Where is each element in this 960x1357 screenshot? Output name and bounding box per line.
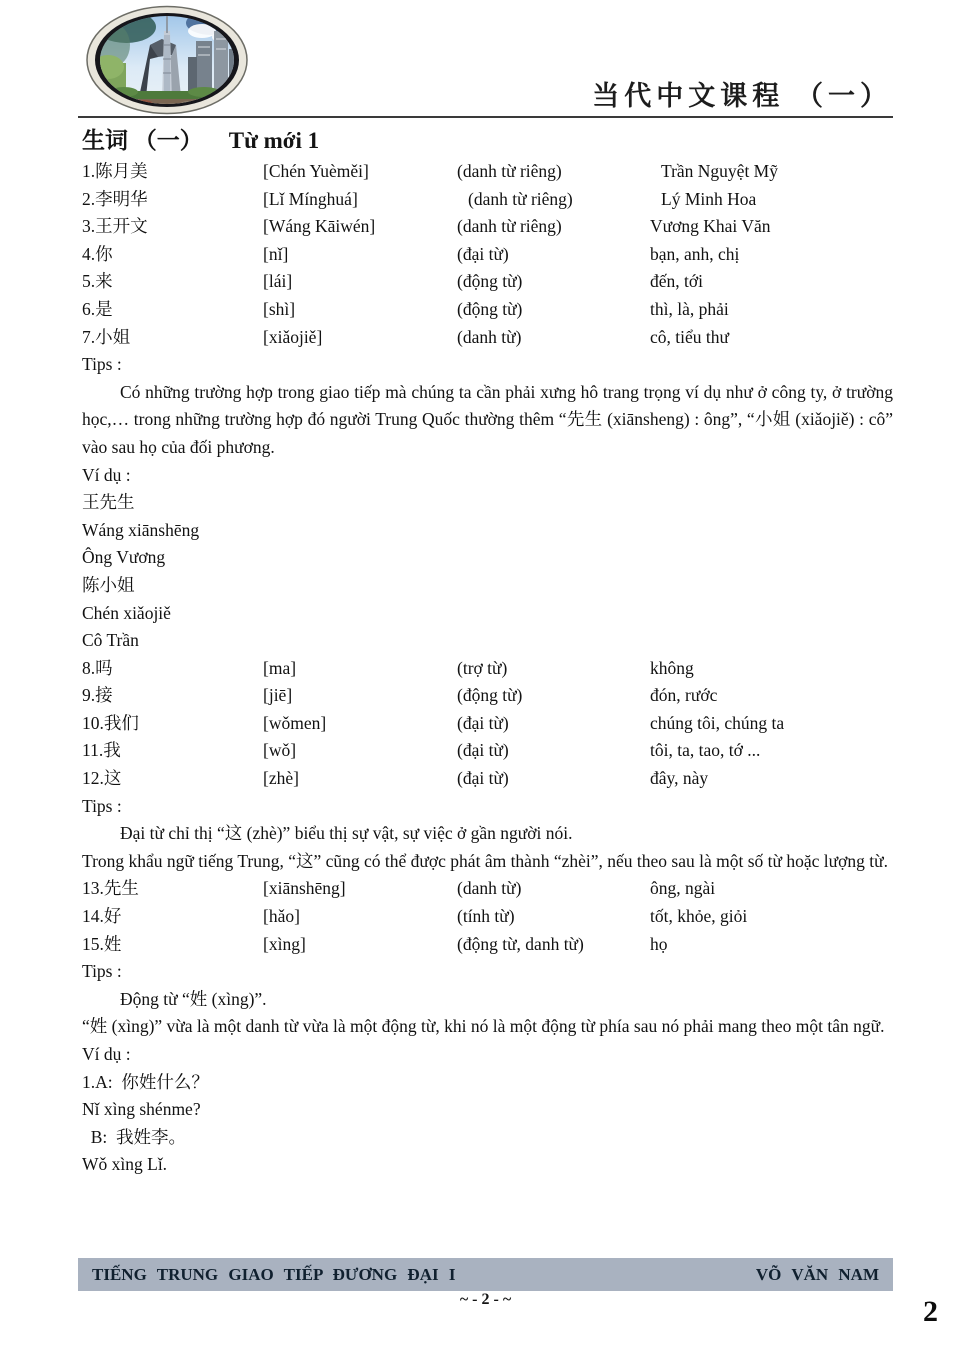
vocab-row bbox=[82, 765, 893, 793]
vocab-word: 5.来 bbox=[82, 271, 113, 292]
lesson-content bbox=[82, 158, 893, 1179]
vocab-meaning: họ bbox=[650, 933, 668, 954]
tips-paragraph: Trong khẩu ngữ tiếng Trung, “这” cũng có thể được phát âm thành “zhèi”, nếu theo sau là một số từ hoặc lượng từ. bbox=[82, 850, 888, 871]
vocab-row bbox=[82, 296, 893, 324]
vocab-pinyin: [wǒ] bbox=[263, 740, 297, 761]
vocab-pinyin: [shì] bbox=[263, 298, 296, 319]
vocab-row bbox=[82, 324, 893, 352]
tips-paragraph: Đại từ chỉ thị “这 (zhè)” biểu thị sự vật, sự việc ở gần người nói. bbox=[120, 823, 573, 844]
vocab-meaning: đến, tới bbox=[650, 271, 703, 292]
tips-paragraph: Có những trường hợp trong giao tiếp mà chúng ta cần phải xưng hô trang trọng ví dụ như ở công ty, ở trường học,… trong những trường hợp đó người Trung Quốc thường thêm “先生 (xiānsheng) : ông”, “小姐 (xiǎojiě) : cô” vào sau họ của đối phương. bbox=[82, 381, 893, 457]
vocab-pos: (danh từ riêng) bbox=[457, 161, 562, 181]
vocab-meaning: bạn, anh, chị bbox=[650, 243, 740, 264]
page-title-vietnamese: Từ mới 1 bbox=[228, 128, 320, 153]
example-line: Ông Vương bbox=[82, 547, 166, 568]
example-line: Cô Trần bbox=[82, 630, 139, 651]
vocab-row bbox=[82, 241, 893, 269]
vocab-row bbox=[82, 903, 893, 931]
vocab-pos: (danh từ riêng) bbox=[468, 188, 573, 209]
dialogue-line: Nǐ xìng shénme? bbox=[82, 1099, 201, 1120]
vocab-row bbox=[82, 655, 893, 683]
vocab-word: 10.我们 bbox=[82, 712, 139, 733]
vocab-word: 4.你 bbox=[82, 243, 113, 264]
example-label: Ví dụ : bbox=[82, 1044, 131, 1064]
vocab-meaning: tốt, khỏe, giỏi bbox=[650, 906, 748, 927]
page-title-chinese: 生词 （一） bbox=[82, 128, 203, 153]
vocab-pos: (đại từ) bbox=[457, 243, 509, 264]
example-line: Wáng xiānshēng bbox=[82, 519, 200, 540]
tips-paragraph: Động từ “姓 (xìng)”. bbox=[120, 988, 267, 1009]
vocab-pos: (danh từ riêng) bbox=[457, 216, 562, 237]
corner-page-number: 2 bbox=[923, 1295, 938, 1328]
page-number-marker: ~ - 2 - ~ bbox=[459, 1291, 512, 1308]
footer-author: VÕ VĂN NAM bbox=[755, 1264, 879, 1284]
vocab-word: 14.好 bbox=[82, 906, 122, 927]
vocab-pinyin: [nǐ] bbox=[263, 243, 289, 264]
vocab-pinyin: [ma] bbox=[263, 657, 297, 678]
footer-book-title: TIẾNG TRUNG GIAO TIẾP ĐƯƠNG ĐẠI I bbox=[92, 1264, 456, 1284]
vocab-pos: (đại từ) bbox=[457, 740, 509, 761]
vocab-meaning: Vương Khai Văn bbox=[650, 216, 771, 237]
tips-label: Tips : bbox=[82, 961, 122, 982]
header-divider bbox=[78, 116, 893, 118]
vocab-pinyin: [xìng] bbox=[263, 933, 306, 954]
vocab-meaning: Trần Nguyệt Mỹ bbox=[661, 161, 778, 181]
vocab-pinyin: [zhè] bbox=[263, 768, 299, 789]
tips-label: Tips : bbox=[82, 354, 122, 375]
page-title bbox=[82, 122, 319, 155]
vocab-word: 6.是 bbox=[82, 298, 113, 319]
tips-paragraph: “姓 (xìng)” vừa là một danh từ vừa là một động từ, khi nó là một động từ phía sau nó phải mang theo một tân ngữ. bbox=[82, 1016, 885, 1037]
vocab-word: 9.接 bbox=[82, 685, 113, 706]
vocab-meaning: đây, này bbox=[650, 768, 709, 789]
vocab-word: 2.李明华 bbox=[82, 188, 148, 209]
vocab-word: 7.小姐 bbox=[82, 326, 131, 347]
vocab-pinyin: [wǒmen] bbox=[263, 712, 327, 733]
vocab-pinyin: [Chén Yuèměi] bbox=[263, 161, 369, 181]
tips-label: Tips : bbox=[82, 795, 122, 816]
example-line: 王先生 bbox=[82, 492, 135, 513]
vocab-meaning: Lý Minh Hoa bbox=[661, 188, 757, 209]
vocab-pos: (động từ) bbox=[457, 271, 523, 292]
vocab-pinyin: [hǎo] bbox=[263, 906, 300, 927]
dialogue-line: Wǒ xìng Lǐ. bbox=[82, 1154, 168, 1175]
vocab-word: 1.陈月美 bbox=[82, 161, 148, 181]
example-label: Ví dụ : bbox=[82, 464, 131, 485]
vocab-pos: (danh từ) bbox=[457, 878, 522, 899]
header-calligraphy-title: 当代中文课程 （一） bbox=[592, 81, 892, 111]
vocab-word: 8.吗 bbox=[82, 657, 113, 678]
vocab-pinyin: [Wáng Kāiwén] bbox=[263, 216, 376, 237]
vocab-word: 13.先生 bbox=[82, 878, 139, 899]
city-skyline-logo bbox=[84, 5, 250, 116]
vocab-word: 3.王开文 bbox=[82, 216, 148, 237]
vocab-word: 12.这 bbox=[82, 768, 122, 789]
vocab-pinyin: [jiē] bbox=[263, 685, 293, 706]
vocab-meaning: cô, tiểu thư bbox=[650, 326, 729, 347]
example-line: 陈小姐 bbox=[82, 574, 135, 595]
vocab-pinyin: [xiānshēng] bbox=[263, 878, 346, 899]
footer-bar bbox=[78, 1258, 893, 1291]
vocab-pos: (tính từ) bbox=[457, 906, 515, 927]
vocab-meaning: đón, rước bbox=[650, 685, 718, 706]
vocab-pos: (động từ) bbox=[457, 298, 523, 319]
vocab-meaning: thì, là, phải bbox=[650, 298, 729, 319]
vocab-pos: (đại từ) bbox=[457, 712, 509, 733]
vocab-pos: (trợ từ) bbox=[457, 657, 508, 678]
example-line: Chén xiǎojiě bbox=[82, 602, 171, 623]
vocab-row bbox=[82, 268, 893, 296]
vocab-row bbox=[82, 186, 893, 214]
vocab-row bbox=[82, 213, 893, 241]
vocab-row bbox=[82, 931, 893, 959]
vocab-pos: (động từ, danh từ) bbox=[457, 933, 584, 954]
dialogue-line: 1.A: 你姓什么？ bbox=[82, 1071, 209, 1092]
vocab-pinyin: [Lǐ Mínghuá] bbox=[263, 188, 358, 209]
dialogue-line: B: 我姓李。 bbox=[82, 1126, 187, 1147]
vocab-meaning: ông, ngài bbox=[650, 878, 716, 899]
vocab-row bbox=[82, 737, 893, 765]
vocab-row bbox=[82, 158, 893, 186]
vocab-pos: (động từ) bbox=[457, 685, 523, 706]
vocab-pinyin: [xiǎojiě] bbox=[263, 326, 323, 347]
vocab-meaning: tôi, ta, tao, tớ ... bbox=[650, 740, 761, 761]
vocab-word: 15.姓 bbox=[82, 933, 122, 954]
vocab-row bbox=[82, 682, 893, 710]
vocab-pinyin: [lái] bbox=[263, 271, 293, 292]
vocab-meaning: chúng tôi, chúng ta bbox=[650, 712, 785, 733]
vocab-row bbox=[82, 875, 893, 903]
vocab-row bbox=[82, 710, 893, 738]
city-skyline-logo-graphic bbox=[84, 5, 250, 116]
vocab-pos: (danh từ) bbox=[457, 326, 522, 347]
vocab-pos: (đại từ) bbox=[457, 768, 509, 789]
vocab-word: 11.我 bbox=[82, 740, 121, 761]
vocab-meaning: không bbox=[650, 657, 694, 678]
